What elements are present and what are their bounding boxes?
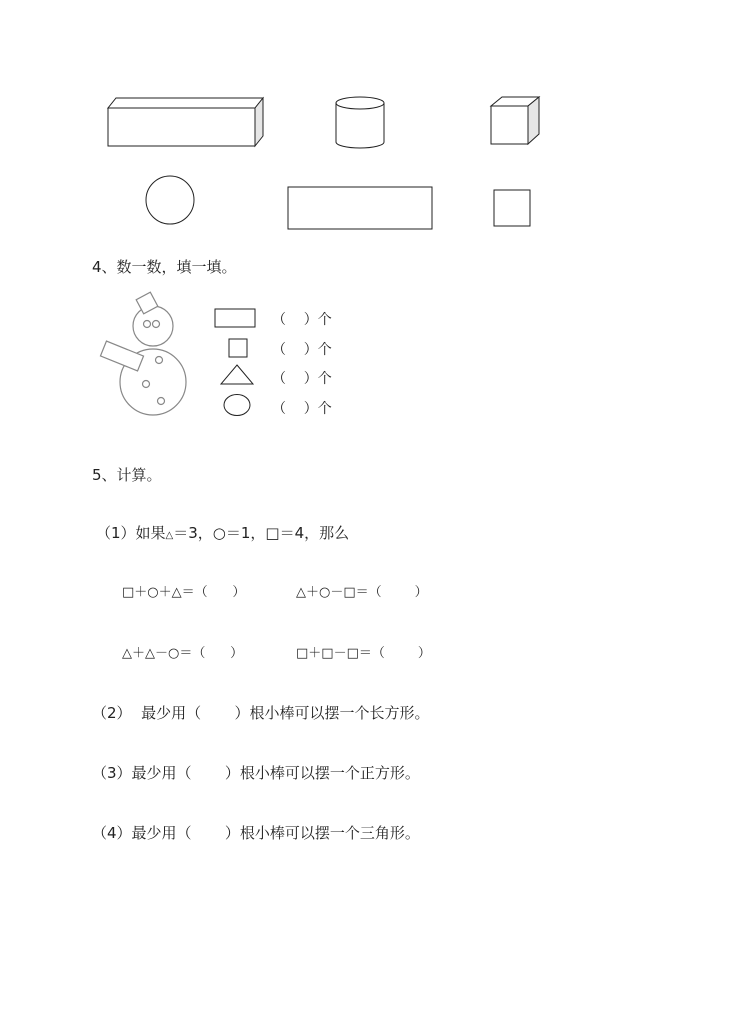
expression-3: △＋△－○＝（ ） [122, 646, 244, 661]
expression-1: □＋○＋△＝（ ） [122, 585, 246, 600]
snowman-illustration [98, 290, 193, 420]
q4-heading: 4、数一数，填一填。 [92, 258, 237, 276]
triangle-icon [220, 363, 258, 387]
expression-2: △＋○－□＝（ ） [296, 585, 428, 600]
rectangle-shape [287, 186, 435, 232]
cube-icon [489, 96, 543, 148]
circle-shape [145, 175, 197, 227]
q5-part3: （3）最少用（ ）根小棒可以摆一个正方形。 [92, 764, 420, 782]
q5-part1-label: （1）如果 [96, 524, 166, 542]
square-icon [228, 338, 250, 360]
expression-4: □＋□－□＝（ ） [296, 646, 431, 661]
count-circle: （ ）个 [272, 401, 332, 417]
cylinder-icon [334, 95, 386, 151]
count-square: （ ）个 [272, 342, 332, 358]
q5-part1-condition: ＝3，○＝1，□＝4，那么 [173, 524, 350, 542]
rectangle-icon [214, 308, 258, 330]
count-rectangle: （ ）个 [272, 312, 332, 328]
small-triangle-icon: △ [165, 530, 174, 541]
circle-icon [223, 393, 255, 419]
square-shape [493, 189, 533, 229]
q5-part4: （4）最少用（ ）根小棒可以摆一个三角形。 [92, 824, 420, 842]
q5-part2: （2） 最少用（ ）根小棒可以摆一个长方形。 [92, 704, 430, 722]
cuboid-icon [105, 96, 267, 148]
count-triangle: （ ）个 [272, 371, 332, 387]
q5-part1-line [96, 526, 349, 541]
q5-heading: 5、计算。 [92, 466, 162, 484]
